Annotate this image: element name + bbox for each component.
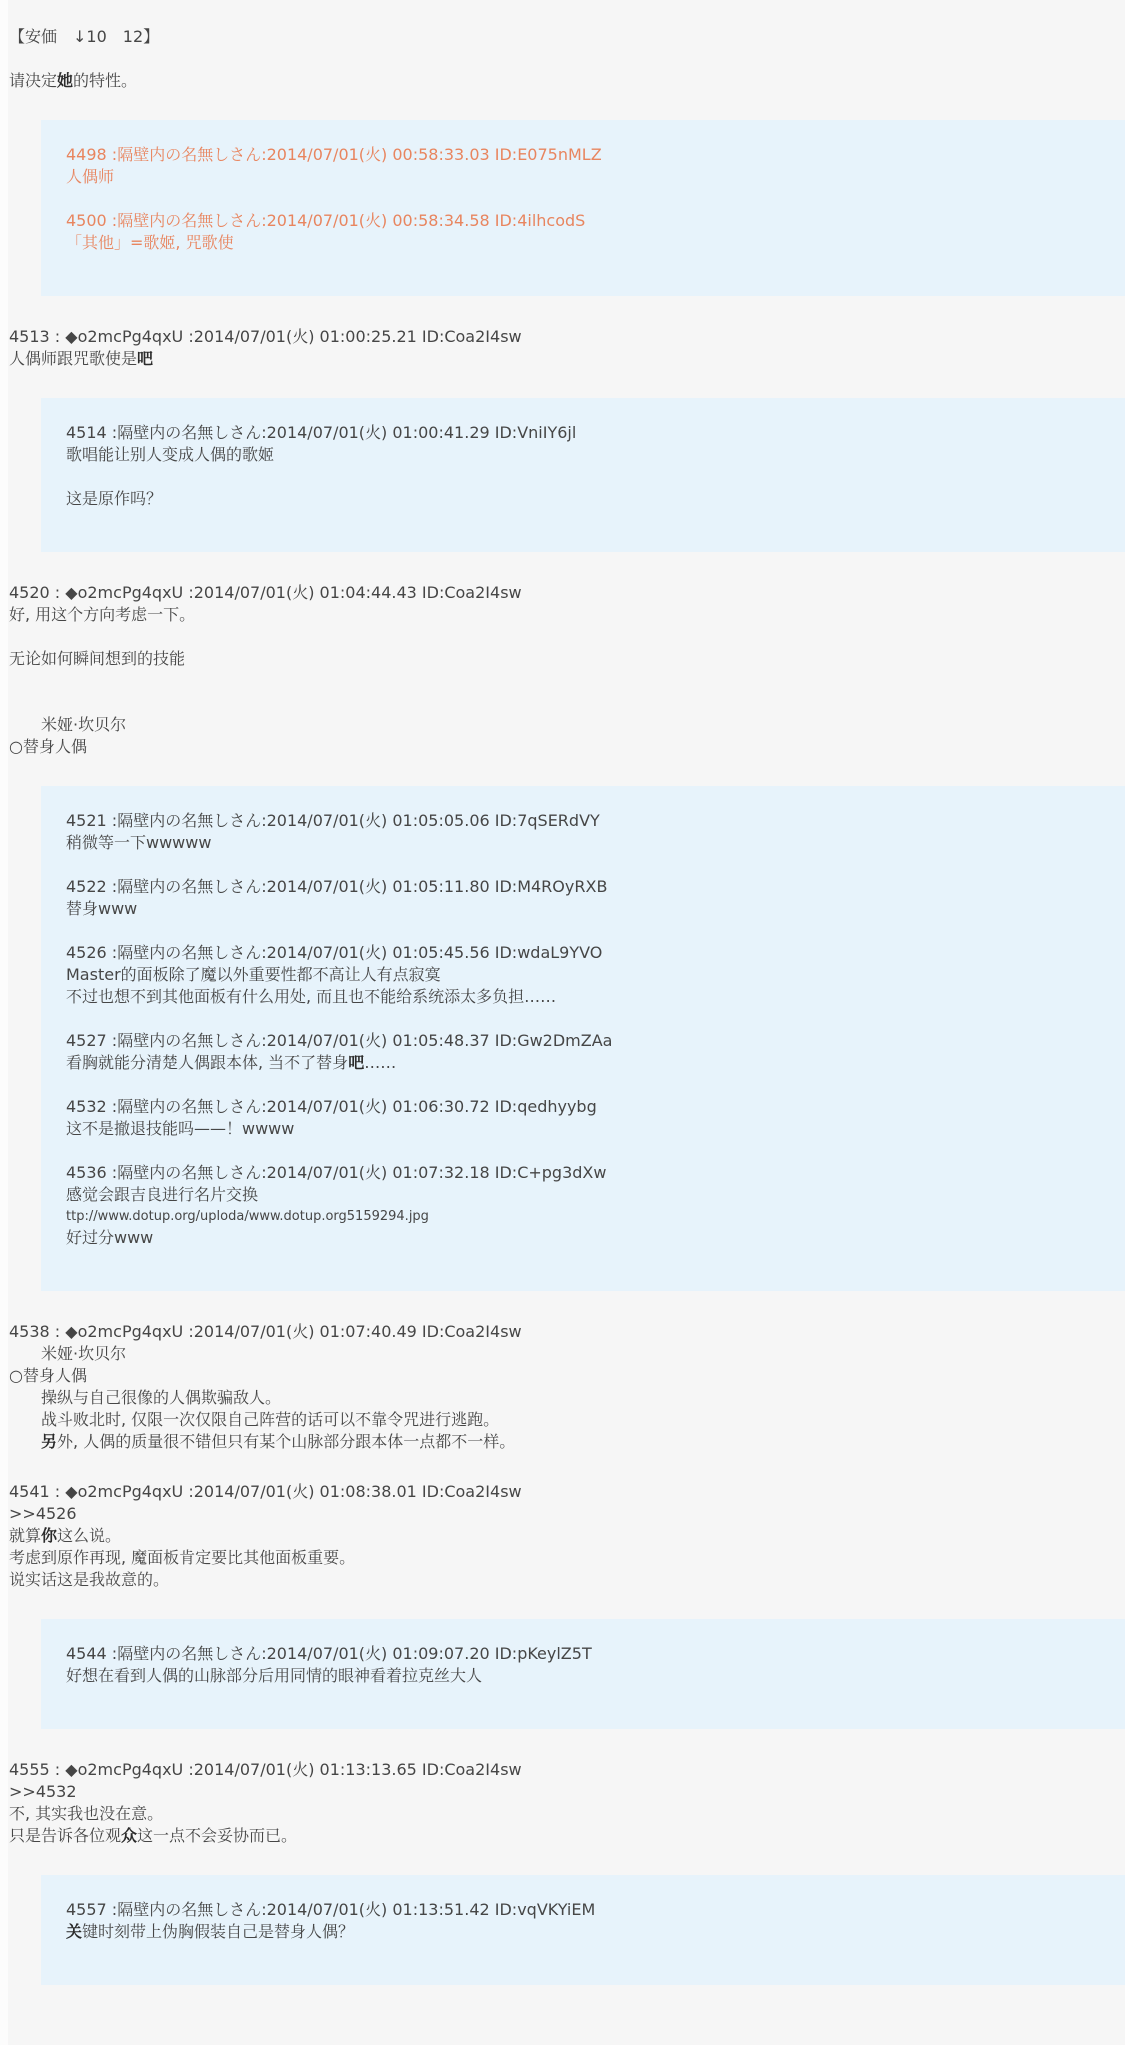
post-line — [66, 986, 1105, 1008]
post-header: 4526 :隔壁内の名無しさん:2014/07/01(火) 01:05:45.56 ID:wdaL9YVO — [66, 943, 603, 962]
post-header: 4514 :隔壁内の名無しさん:2014/07/01(火) 01:00:41.29 ID:VniIY6jl — [66, 423, 577, 442]
text: 键时刻带上伪胸假装自己是替身人偶？ — [82, 1922, 355, 1941]
post-line — [9, 26, 1125, 48]
quoted-replies-box — [41, 1619, 1125, 1729]
post-block — [9, 26, 1125, 92]
post-line — [9, 70, 1125, 92]
post-line — [9, 1343, 1125, 1365]
emphasized-text: 吧 — [348, 1053, 365, 1072]
emphasized-text: 你 — [41, 1526, 58, 1545]
post-header: 4520 : ◆o2mcPg4qxU :2014/07/01(火) 01:04:44.43 ID:Coa2I4sw — [9, 583, 522, 602]
post-line — [66, 166, 1105, 188]
post-line — [66, 964, 1105, 986]
post-line — [9, 1825, 1125, 1847]
text: 外, 人偶的质量很不错但只有某个山脉部分跟本体一点都不一样。 — [57, 1432, 516, 1451]
text: 考虑到原作再现, 魔面板肯定要比其他面板重要。 — [9, 1548, 356, 1567]
post-4522 — [66, 876, 1105, 920]
post-4527 — [66, 1030, 1105, 1074]
text: 无论如何瞬间想到的技能 — [9, 649, 186, 668]
post-header: 4521 :隔壁内の名無しさん:2014/07/01(火) 01:05:05.06 ID:7qSERdVY — [66, 811, 600, 830]
text: 米娅·坎贝尔 — [9, 1344, 127, 1363]
post-line — [9, 348, 1125, 370]
text: ○替身人偶 — [9, 1366, 87, 1385]
post-header: 4513 : ◆o2mcPg4qxU :2014/07/01(火) 01:00:25.21 ID:Coa2I4sw — [9, 327, 522, 346]
text: 「其他」=歌姬, 咒歌使 — [66, 233, 234, 252]
post-line — [66, 232, 1105, 254]
post-block — [9, 582, 1125, 758]
post-line — [9, 626, 1125, 648]
post-line — [9, 1781, 1125, 1803]
text: ttp://www.dotup.org/uploda/www.dotup.org5159294.jpg — [66, 1209, 429, 1224]
emphasized-text: 众 — [121, 1826, 138, 1845]
text: 好, 用这个方向考虑一下。 — [9, 605, 196, 624]
text: 稍微等一下wwwww — [66, 833, 212, 852]
post-header: 4555 : ◆o2mcPg4qxU :2014/07/01(火) 01:13:13.65 ID:Coa2I4sw — [9, 1760, 522, 1779]
post-line — [66, 444, 1105, 466]
quoted-replies-box — [41, 1875, 1125, 1985]
post-4521 — [66, 810, 1105, 854]
text: 看胸就能分清楚人偶跟本体, 当不了替身 — [66, 1053, 349, 1072]
post-line — [9, 1569, 1125, 1591]
post-header: 4527 :隔壁内の名無しさん:2014/07/01(火) 01:05:48.37 ID:Gw2DmZAa — [66, 1031, 613, 1050]
post-4555 — [9, 1759, 1125, 1847]
post-header: 4557 :隔壁内の名無しさん:2014/07/01(火) 01:13:51.42 ID:vqVKYiEM — [66, 1900, 596, 1919]
text: 战斗败北时, 仅限一次仅限自己阵营的话可以不靠令咒进行逃跑。 — [9, 1410, 500, 1429]
text: 就算 — [9, 1526, 42, 1545]
text: 这一点不会妥协而已。 — [137, 1826, 298, 1845]
emphasized-text: 另 — [41, 1432, 58, 1451]
emphasized-text: 关 — [66, 1922, 83, 1941]
post-line — [66, 898, 1105, 920]
quoted-replies-box — [41, 120, 1125, 296]
page-left-edge — [0, 0, 8, 2045]
post-block — [9, 326, 1125, 370]
text: 这么说。 — [57, 1526, 122, 1545]
post-line — [9, 670, 1125, 692]
text: 这是原作吗？ — [66, 489, 163, 508]
text: 这不是撤退技能吗——！wwww — [66, 1119, 295, 1138]
post-header: 4500 :隔壁内の名無しさん:2014/07/01(火) 00:58:34.58 ID:4ilhcodS — [66, 211, 586, 230]
emphasized-text: 吧 — [137, 349, 154, 368]
text: …… — [364, 1053, 397, 1072]
post-4538 — [9, 1321, 1125, 1453]
text: 好过分www — [66, 1228, 154, 1247]
post-header: 4498 :隔壁内の名無しさん:2014/07/01(火) 00:58:33.03 ID:E075nMLZ — [66, 145, 602, 164]
post-line — [66, 1227, 1105, 1249]
text: 歌唱能让别人变成人偶的歌姬 — [66, 445, 275, 464]
post-line — [66, 1118, 1105, 1140]
text: 不, 其实我也没在意。 — [9, 1804, 164, 1823]
post-header: 4536 :隔壁内の名無しさん:2014/07/01(火) 01:07:32.18 ID:C+pg3dXw — [66, 1163, 607, 1182]
text: Master的面板除了魔以外重要性都不高让人有点寂寞 — [66, 965, 441, 984]
text: 不过也想不到其他面板有什么用处, 而且也不能给系统添太多负担…… — [66, 987, 557, 1006]
post-4526 — [66, 942, 1105, 1008]
post-line — [9, 1409, 1125, 1431]
post-line — [66, 1665, 1105, 1687]
post-block — [9, 1759, 1125, 1847]
post-4500 — [66, 210, 1105, 254]
text: 人偶师 — [66, 167, 115, 186]
post-block — [9, 1481, 1125, 1591]
post-line — [9, 1547, 1125, 1569]
post-4514 — [66, 422, 1105, 510]
post-line — [9, 1525, 1125, 1547]
text — [9, 1432, 41, 1451]
post-line — [66, 488, 1105, 510]
post-4513 — [9, 326, 1125, 370]
text: 操纵与自己很像的人偶欺骗敌人。 — [9, 1388, 282, 1407]
post-line — [9, 648, 1125, 670]
text: 【安価 ↓10 12】 — [9, 27, 160, 46]
post-line — [9, 736, 1125, 758]
post-line — [66, 1206, 1105, 1227]
text: >>4526 — [9, 1504, 77, 1523]
text: 请决定 — [9, 71, 58, 90]
post-line — [9, 714, 1125, 736]
post-line — [9, 1503, 1125, 1525]
text: ○替身人偶 — [9, 737, 87, 756]
post-line — [9, 48, 1125, 70]
post-line — [66, 1184, 1105, 1206]
post-line — [9, 692, 1125, 714]
post-intro — [9, 26, 1125, 92]
post-4520 — [9, 582, 1125, 758]
post-header: 4538 : ◆o2mcPg4qxU :2014/07/01(火) 01:07:40.49 ID:Coa2I4sw — [9, 1322, 522, 1341]
post-line — [9, 1387, 1125, 1409]
post-4532 — [66, 1096, 1105, 1140]
post-line — [66, 1921, 1105, 1943]
text: 只是告诉各位观 — [9, 1826, 122, 1845]
post-line — [66, 466, 1105, 488]
quoted-replies-box — [41, 398, 1125, 552]
post-line — [66, 1052, 1105, 1074]
post-line — [66, 832, 1105, 854]
text: 好想在看到人偶的山脉部分后用同情的眼神看着拉克丝大人 — [66, 1666, 483, 1685]
emphasized-text: 她 — [57, 71, 74, 90]
text: 人偶师跟咒歌使是 — [9, 349, 138, 368]
text: 的特性。 — [73, 71, 138, 90]
text: 米娅·坎贝尔 — [9, 715, 127, 734]
post-line — [9, 1365, 1125, 1387]
post-4536 — [66, 1162, 1105, 1249]
post-4544 — [66, 1643, 1105, 1687]
post-block — [9, 1321, 1125, 1453]
post-line — [9, 1803, 1125, 1825]
post-4557 — [66, 1899, 1105, 1943]
post-header: 4522 :隔壁内の名無しさん:2014/07/01(火) 01:05:11.80 ID:M4ROyRXB — [66, 877, 608, 896]
post-4498 — [66, 144, 1105, 188]
post-header: 4544 :隔壁内の名無しさん:2014/07/01(火) 01:09:07.20 ID:pKeylZ5T — [66, 1644, 592, 1663]
post-line — [9, 604, 1125, 626]
text: 感觉会跟吉良进行名片交换 — [66, 1185, 259, 1204]
text: 说实话这是我故意的。 — [9, 1570, 170, 1589]
post-line — [9, 1431, 1125, 1453]
text: 替身www — [66, 899, 138, 918]
text: >>4532 — [9, 1782, 77, 1801]
post-header: 4532 :隔壁内の名無しさん:2014/07/01(火) 01:06:30.72 ID:qedhyybg — [66, 1097, 597, 1116]
quoted-replies-box — [41, 786, 1125, 1291]
post-header: 4541 : ◆o2mcPg4qxU :2014/07/01(火) 01:08:38.01 ID:Coa2I4sw — [9, 1482, 522, 1501]
post-4541 — [9, 1481, 1125, 1591]
